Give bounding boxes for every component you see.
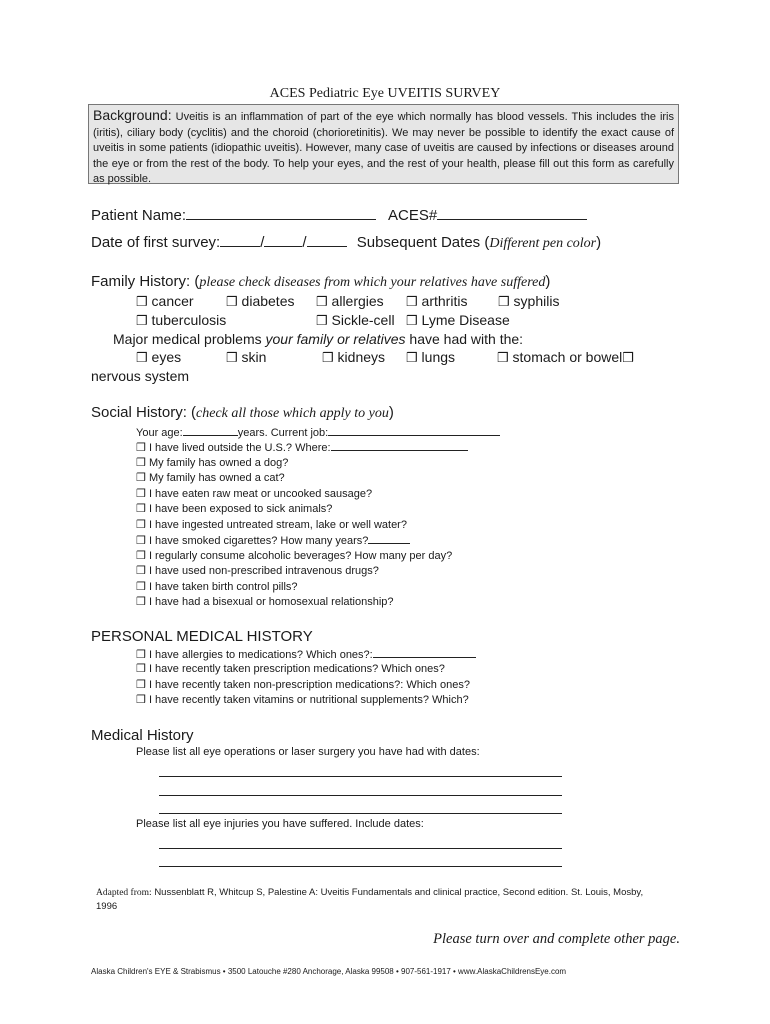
aces-label: ACES# [388, 207, 438, 224]
footer: Alaska Children's EYE & Strabismus • 3500 Latouche #280 Anchorage, Alaska 99508 • 907-561-1917 • www.AlaskaChildrensEye.com [91, 967, 567, 976]
family-heading-text: Family History: ( [91, 273, 200, 290]
injuries-line[interactable] [159, 866, 562, 867]
page-title: ACES Pediatric Eye UVEITIS SURVEY [269, 86, 501, 101]
family-check-sickle-cell[interactable] [316, 312, 395, 329]
date-day-field[interactable] [264, 234, 302, 247]
age-job-row [136, 425, 500, 439]
checkbox-icon[interactable]: ❒ [136, 535, 146, 547]
age-field[interactable] [183, 425, 238, 436]
social-item[interactable] [136, 549, 452, 562]
social-item-text: My family has owned a dog? [148, 457, 289, 469]
injuries-prompt: Please list all eye injuries you have suffered. Include dates: [136, 818, 424, 830]
personal-item-text: I have recently taken vitamins or nutritional supplements? Which? [148, 694, 469, 706]
where-field[interactable] [331, 440, 468, 451]
date-label: Date of first survey: [91, 234, 221, 251]
checkbox-icon[interactable]: ❒ [136, 694, 146, 706]
social-item[interactable] [136, 595, 394, 608]
checkbox-icon[interactable]: ❒ [136, 488, 146, 500]
option-label: diabetes [241, 293, 295, 309]
option-label: kidneys [337, 349, 386, 365]
age-label: Your age: [136, 427, 183, 439]
subsequent-note: Different pen color [489, 236, 597, 251]
checkbox-icon[interactable]: ❒ [136, 519, 146, 531]
social-item-text: I have used non-prescribed intravenous drugs? [148, 565, 379, 577]
social-item-text: I have smoked cigarettes? How many years? [148, 535, 369, 547]
operations-line[interactable] [159, 813, 562, 814]
checkbox-icon[interactable]: ❒ [406, 294, 418, 309]
social-heading-text: Social History: ( [91, 404, 197, 421]
family-check-syphilis[interactable] [498, 293, 559, 310]
checkbox-icon[interactable]: ❒ [498, 294, 510, 309]
patient-name-row [91, 207, 376, 224]
operations-line[interactable] [159, 795, 562, 796]
checkbox-icon[interactable]: ❒ [226, 350, 238, 365]
checkbox-icon[interactable]: ❒ [136, 503, 146, 515]
date-year-field[interactable] [307, 234, 347, 247]
option-label: Sickle-cell [331, 312, 395, 328]
checkbox-icon[interactable]: ❒ [226, 294, 238, 309]
social-heading-note: check all those which apply to you [196, 406, 389, 421]
option-label: tuberculosis [151, 312, 227, 328]
years-field[interactable] [368, 533, 410, 544]
checkbox-icon[interactable]: ❒ [497, 350, 509, 365]
family-check-allergies[interactable] [316, 293, 384, 310]
checkbox-icon[interactable]: ❒ [136, 550, 146, 562]
social-item-text: I regularly consume alcoholic beverages? How many per day? [148, 550, 453, 562]
family-heading-close: ) [545, 273, 551, 290]
social-item[interactable] [136, 487, 372, 500]
checkbox-icon[interactable]: ❒ [322, 350, 334, 365]
major-check-eyes[interactable] [136, 349, 181, 366]
option-label: arthritis [421, 293, 468, 309]
family-check-lyme[interactable] [406, 312, 510, 329]
major-nervous-system: nervous system [91, 368, 190, 384]
subsequent-label: Subsequent Dates ( [356, 234, 490, 251]
patient-name-field[interactable] [186, 207, 376, 220]
adapted-text: Nussenblatt R, Whitcup S, Palestine A: Uveitis Fundamentals and clinical practice, Second edition. St. Louis, Mosby, [154, 887, 644, 898]
personal-item-text: I have recently taken prescription medications? Which ones? [148, 663, 445, 675]
checkbox-icon[interactable]: ❒ [136, 313, 148, 328]
date-separator: / [302, 234, 307, 251]
social-item[interactable] [136, 533, 410, 547]
social-item-text: I have eaten raw meat or uncooked sausage? [148, 488, 373, 500]
option-label: eyes [151, 349, 182, 365]
checkbox-icon[interactable]: ❒ [136, 565, 146, 577]
option-label: stomach or bowel [512, 349, 623, 365]
option-label: skin [241, 349, 267, 365]
checkbox-icon[interactable]: ❒ [316, 294, 328, 309]
major-post: have had with the: [405, 331, 524, 347]
checkbox-icon[interactable]: ❒ [136, 472, 146, 484]
social-item[interactable] [136, 518, 407, 531]
family-check-cancer[interactable] [136, 293, 194, 310]
background-text: Uveitis is an inflammation of part of the eye which normally has blood vessels. This includes the iris (iritis), ciliary body (cyclitis) and the choroid (chorioretinitis). We may never be possible to identify the exact cause of uveitis in some patients (idiopathic uveitis). However, many case of uveitis are caused by infections or diseases around the eye or from the rest of the body. To help your eyes, and the rest of your health, please fill out this form as carefully as possible. [93, 111, 674, 185]
date-row [91, 234, 601, 252]
social-history-heading [91, 404, 394, 422]
social-item[interactable] [136, 471, 285, 484]
social-item[interactable] [136, 456, 288, 469]
social-item[interactable] [136, 440, 468, 454]
job-label: years. Current job: [237, 427, 329, 439]
personal-item[interactable] [136, 647, 476, 661]
background-box [88, 104, 679, 184]
checkbox-icon[interactable]: ❒ [136, 581, 146, 593]
job-field[interactable] [328, 425, 500, 436]
major-check-skin[interactable] [226, 349, 266, 366]
checkbox-icon[interactable]: ❒ [406, 313, 418, 328]
family-check-tuberculosis[interactable] [136, 312, 226, 329]
patient-name-label: Patient Name: [91, 207, 187, 224]
family-history-heading [91, 273, 550, 291]
checkbox-icon[interactable]: ❒ [136, 649, 146, 661]
major-check-lungs[interactable] [406, 349, 455, 366]
date-separator: / [260, 234, 265, 251]
social-heading-close: ) [388, 404, 394, 421]
checkbox-icon[interactable]: ❒ [136, 457, 146, 469]
major-italic: your family or relatives [265, 331, 406, 347]
personal-item[interactable] [136, 662, 445, 675]
aces-field[interactable] [437, 207, 587, 220]
personal-item-text: I have allergies to medications? Which ones?: [148, 649, 373, 661]
adapted-year: 1996 [96, 901, 118, 912]
major-problems-line [113, 331, 523, 347]
social-item-text: My family has owned a cat? [148, 472, 285, 484]
social-item-text: I have ingested untreated stream, lake or well water? [148, 519, 407, 531]
social-item[interactable] [136, 580, 298, 593]
adapted-label: Adapted from: [96, 888, 152, 898]
personal-item[interactable] [136, 693, 469, 706]
checkbox-icon[interactable]: ❒ [136, 663, 146, 675]
major-check-kidneys[interactable] [322, 349, 385, 366]
turn-over-note: Please turn over and complete other page. [433, 931, 680, 947]
social-item-text: I have lived outside the U.S.? Where: [148, 442, 331, 454]
personal-item-text: I have recently taken non-prescription medications?: Which ones? [148, 679, 470, 691]
checkbox-icon[interactable]: ❒ [136, 596, 146, 608]
checkbox-icon[interactable]: ❒ [316, 313, 328, 328]
option-label: syphilis [513, 293, 560, 309]
family-heading-note: please check diseases from which your relatives have suffered [199, 275, 546, 290]
operations-line[interactable] [159, 776, 562, 777]
personal-history-heading: PERSONAL MEDICAL HISTORY [91, 628, 313, 645]
option-label: cancer [151, 293, 194, 309]
subsequent-close: ) [596, 234, 602, 251]
option-label: Lyme Disease [421, 312, 510, 328]
family-check-diabetes[interactable] [226, 293, 294, 310]
checkbox-icon[interactable]: ❒ [622, 350, 634, 365]
operations-prompt: Please list all eye operations or laser surgery you have had with dates: [136, 746, 480, 758]
injuries-line[interactable] [159, 848, 562, 849]
checkbox-icon[interactable]: ❒ [136, 442, 146, 454]
option-label: allergies [331, 293, 384, 309]
social-item[interactable] [136, 564, 379, 577]
allergies-field[interactable] [373, 647, 476, 658]
option-label: lungs [421, 349, 456, 365]
date-month-field[interactable] [220, 234, 260, 247]
major-pre: Major medical problems [113, 331, 266, 347]
adapted-from [96, 886, 643, 914]
social-item-text: I have had a bisexual or homosexual relationship? [148, 596, 394, 608]
checkbox-icon[interactable]: ❒ [136, 294, 148, 309]
background-label: Background: [93, 107, 172, 123]
family-check-arthritis[interactable] [406, 293, 467, 310]
social-item-text: I have been exposed to sick animals? [148, 503, 333, 515]
checkbox-icon[interactable]: ❒ [136, 679, 146, 691]
aces-row [388, 207, 587, 224]
social-item-text: I have taken birth control pills? [148, 581, 298, 593]
major-check-stomach[interactable] [497, 349, 634, 366]
checkbox-icon[interactable]: ❒ [136, 350, 148, 365]
personal-item[interactable] [136, 678, 470, 691]
checkbox-icon[interactable]: ❒ [406, 350, 418, 365]
social-item[interactable] [136, 502, 332, 515]
medical-history-heading: Medical History [91, 727, 194, 744]
